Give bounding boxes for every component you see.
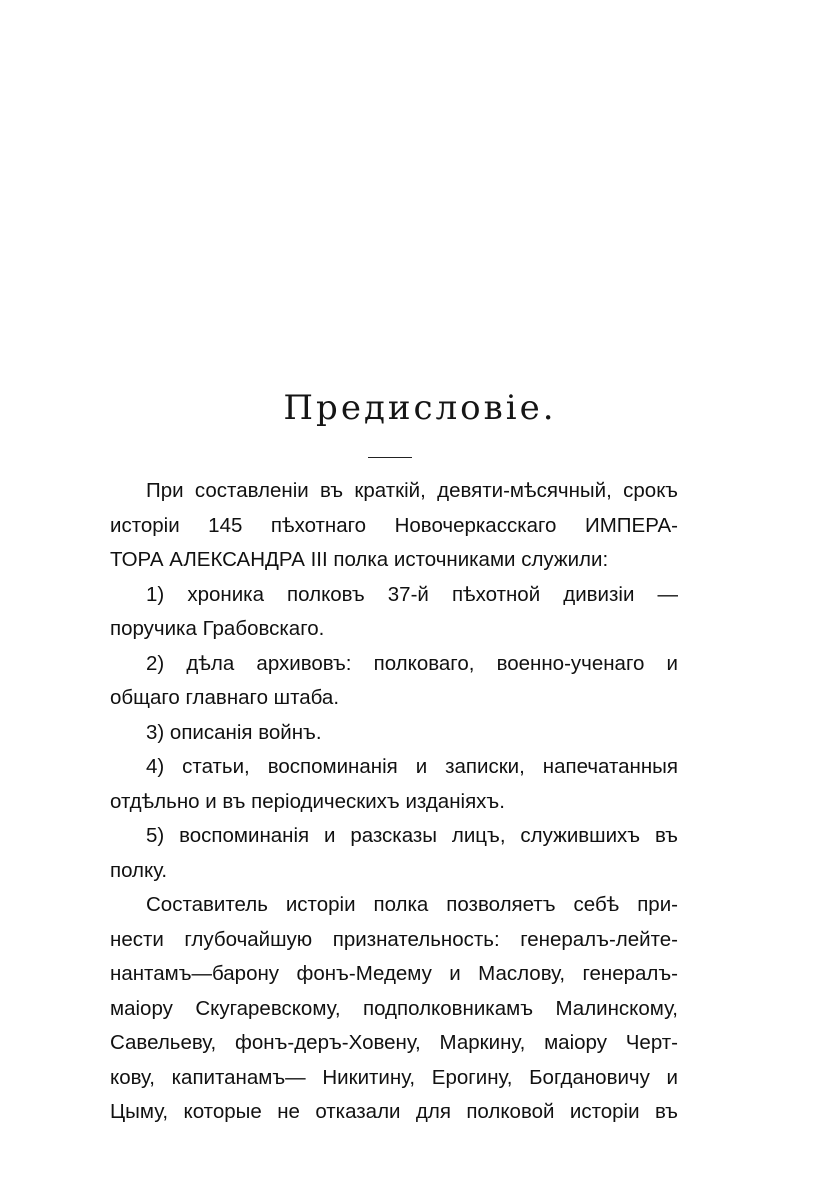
- text-line: Составитель исторіи полка позволяетъ себѣ при-: [146, 893, 678, 916]
- heading-divider: [368, 457, 412, 458]
- text-line: нантамъ—барону фонъ-Медему и Маслову, генералъ-: [110, 962, 678, 985]
- text-line: маіору Скугаревскому, подполковникамъ Малинскому,: [110, 996, 678, 1020]
- text-line: 4) статьи, воспоминанія и записки, напечатанныя: [146, 755, 678, 778]
- text-line: 2) дѣла архивовъ: полковаго, военно-ученаго и: [146, 651, 678, 675]
- text-line: 1) хроника полковъ 37-й пѣхотной дивизіи —: [146, 582, 678, 606]
- page-heading: Предисловіе.: [283, 388, 557, 428]
- text-line: кову, капитанамъ— Никитину, Ерогину, Богдановичу и: [110, 1065, 678, 1089]
- text-line: 5) воспоминанія и разсказы лицъ, служившихъ въ: [146, 824, 678, 847]
- text-line: полку.: [110, 858, 168, 882]
- text-line: отдѣльно и въ періодическихъ изданіяхъ.: [110, 789, 505, 813]
- text-line: Савельеву, фонъ-деръ-Ховену, Маркину, маіору Черт-: [110, 1031, 678, 1054]
- text-line: исторіи 145 пѣхотнаго Новочеркасскаго ИМПЕРА-: [110, 513, 678, 537]
- paragraph-intro: [110, 474, 678, 578]
- text-line: нести глубочайшую признательность: генералъ-лейте-: [110, 927, 678, 951]
- body-text: [110, 474, 678, 1130]
- text-line: 3) описанія войнъ.: [146, 720, 322, 744]
- text-line: поручика Грабовскаго.: [110, 617, 325, 640]
- list-item-2: [110, 647, 678, 716]
- list-item-1: [110, 578, 678, 647]
- list-item-4: [110, 750, 678, 819]
- text-line: общаго главнаго штаба.: [110, 686, 340, 709]
- list-item-5: [110, 819, 678, 888]
- text-line: При составленіи въ краткій, девяти-мѣсячный, срокъ: [146, 479, 678, 502]
- text-line: ТОРА АЛЕКСАНДРА III полка источниками служили:: [110, 548, 609, 571]
- paragraph-acknowledgement: [110, 888, 678, 1130]
- list-item-3: [110, 716, 678, 751]
- text-line: Цыму, которые не отказали для полковой исторіи въ: [110, 1100, 678, 1123]
